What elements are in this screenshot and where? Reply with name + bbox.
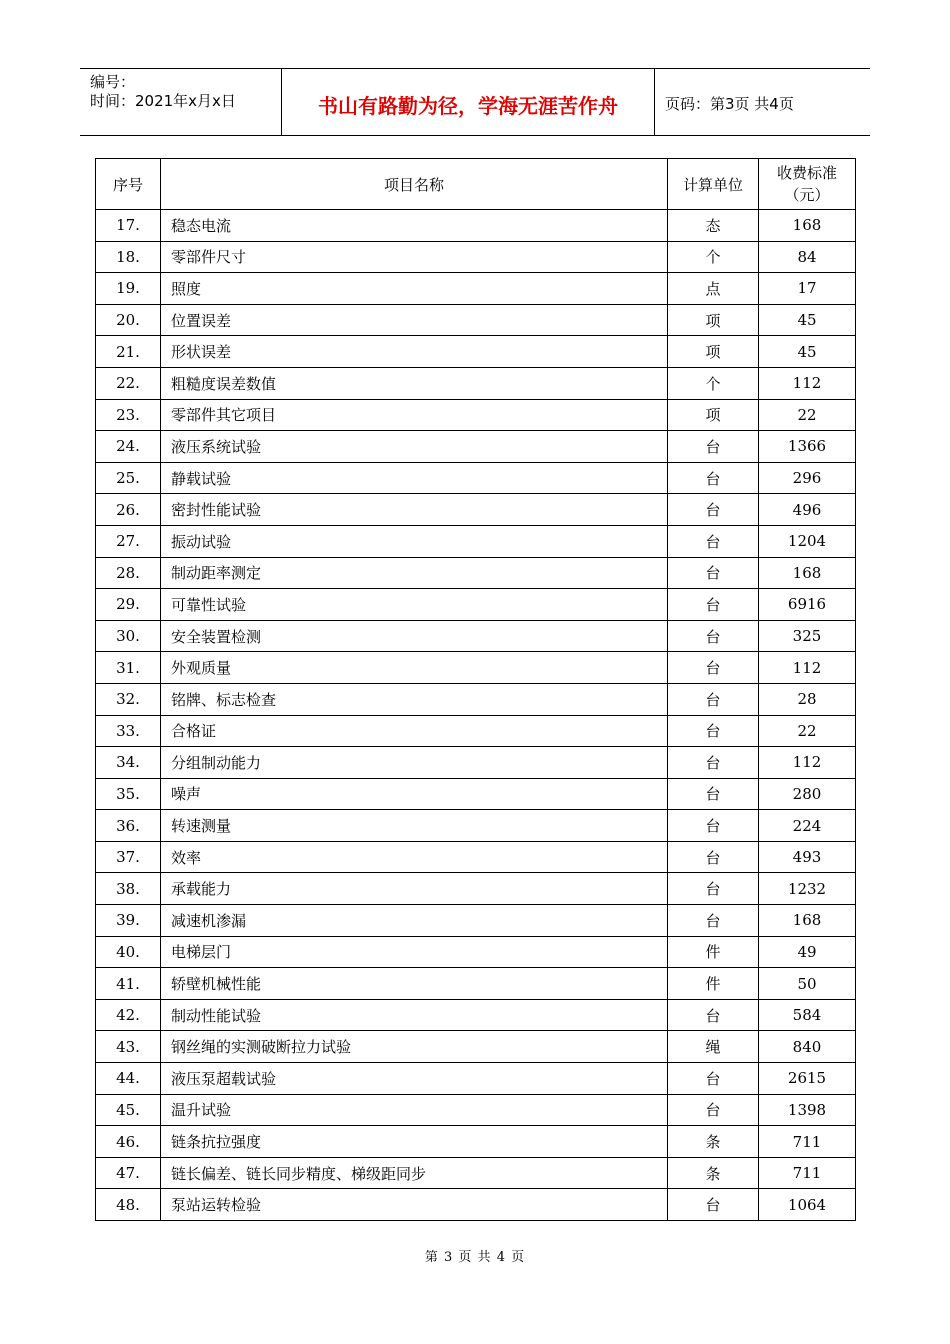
table-row <box>96 841 856 873</box>
row-fee: 493 <box>759 841 856 873</box>
row-item-name: 效率 <box>161 841 668 873</box>
row-unit: 台 <box>668 1189 759 1221</box>
table-row <box>96 557 856 589</box>
row-fee: 325 <box>759 620 856 652</box>
table-row <box>96 462 856 494</box>
row-fee: 28 <box>759 683 856 715</box>
row-item-name: 转速测量 <box>161 810 668 842</box>
row-unit: 台 <box>668 1094 759 1126</box>
table-row <box>96 620 856 652</box>
row-number: 25. <box>96 462 161 494</box>
fee-table <box>95 158 856 1221</box>
row-unit: 台 <box>668 747 759 779</box>
row-item-name: 减速机渗漏 <box>161 905 668 937</box>
row-fee: 2615 <box>759 1063 856 1095</box>
table-row <box>96 210 856 242</box>
table-row <box>96 747 856 779</box>
table-row <box>96 589 856 621</box>
col-header-number: 序号 <box>96 159 161 210</box>
table-row <box>96 905 856 937</box>
row-item-name: 链长偏差、链长同步精度、梯级距同步 <box>161 1157 668 1189</box>
row-number: 44. <box>96 1063 161 1095</box>
row-item-name: 轿壁机械性能 <box>161 968 668 1000</box>
header-meta <box>80 69 282 135</box>
row-fee: 280 <box>759 778 856 810</box>
row-item-name: 安全装置检测 <box>161 620 668 652</box>
table-row <box>96 399 856 431</box>
row-fee: 224 <box>759 810 856 842</box>
table-row <box>96 1094 856 1126</box>
row-item-name: 零部件其它项目 <box>161 399 668 431</box>
row-fee: 1232 <box>759 873 856 905</box>
table-row <box>96 810 856 842</box>
row-unit: 态 <box>668 210 759 242</box>
page-header <box>80 68 870 136</box>
row-number: 22. <box>96 367 161 399</box>
row-item-name: 液压系统试验 <box>161 431 668 463</box>
row-fee: 584 <box>759 999 856 1031</box>
row-number: 41. <box>96 968 161 1000</box>
row-number: 38. <box>96 873 161 905</box>
row-unit: 条 <box>668 1157 759 1189</box>
row-unit: 台 <box>668 905 759 937</box>
row-unit: 台 <box>668 494 759 526</box>
table-row <box>96 778 856 810</box>
row-fee: 112 <box>759 367 856 399</box>
row-item-name: 静载试验 <box>161 462 668 494</box>
header-motto: 书山有路勤为径，学海无涯苦作舟 <box>282 69 655 135</box>
row-number: 24. <box>96 431 161 463</box>
row-item-name: 铭牌、标志检查 <box>161 683 668 715</box>
row-item-name: 可靠性试验 <box>161 589 668 621</box>
table-row <box>96 273 856 305</box>
col-header-fee-line2: （元） <box>784 186 830 204</box>
row-unit: 台 <box>668 715 759 747</box>
row-number: 17. <box>96 210 161 242</box>
row-unit: 件 <box>668 936 759 968</box>
row-number: 30. <box>96 620 161 652</box>
row-item-name: 噪声 <box>161 778 668 810</box>
row-fee: 840 <box>759 1031 856 1063</box>
row-number: 27. <box>96 525 161 557</box>
row-item-name: 电梯层门 <box>161 936 668 968</box>
table-row <box>96 367 856 399</box>
row-unit: 个 <box>668 241 759 273</box>
row-item-name: 制动距率测定 <box>161 557 668 589</box>
row-unit: 台 <box>668 810 759 842</box>
table-row <box>96 1063 856 1095</box>
table-header-row <box>96 159 856 210</box>
row-unit: 绳 <box>668 1031 759 1063</box>
row-fee: 1398 <box>759 1094 856 1126</box>
row-unit: 台 <box>668 557 759 589</box>
row-fee: 49 <box>759 936 856 968</box>
row-fee: 296 <box>759 462 856 494</box>
row-fee: 168 <box>759 905 856 937</box>
number-label: 编号： <box>90 73 136 91</box>
table-row <box>96 968 856 1000</box>
row-unit: 台 <box>668 873 759 905</box>
row-number: 46. <box>96 1126 161 1158</box>
row-item-name: 密封性能试验 <box>161 494 668 526</box>
row-item-name: 温升试验 <box>161 1094 668 1126</box>
row-unit: 项 <box>668 336 759 368</box>
table-row <box>96 1157 856 1189</box>
col-header-fee-line1: 收费标准 <box>776 164 837 182</box>
row-unit: 台 <box>668 841 759 873</box>
header-page-info: 页码：第3页 共4页 <box>665 94 794 113</box>
row-number: 20. <box>96 304 161 336</box>
row-item-name: 制动性能试验 <box>161 999 668 1031</box>
row-item-name: 分组制动能力 <box>161 747 668 779</box>
row-item-name: 照度 <box>161 273 668 305</box>
table-row <box>96 652 856 684</box>
row-number: 39. <box>96 905 161 937</box>
row-number: 37. <box>96 841 161 873</box>
row-fee: 22 <box>759 715 856 747</box>
table-row <box>96 936 856 968</box>
row-fee: 112 <box>759 747 856 779</box>
row-unit: 台 <box>668 525 759 557</box>
row-number: 19. <box>96 273 161 305</box>
row-number: 45. <box>96 1094 161 1126</box>
page-footer: 第 3 页 共 4 页 <box>424 1250 526 1265</box>
row-fee: 45 <box>759 336 856 368</box>
row-fee: 1204 <box>759 525 856 557</box>
row-item-name: 形状误差 <box>161 336 668 368</box>
row-item-name: 外观质量 <box>161 652 668 684</box>
table-row <box>96 304 856 336</box>
table-body <box>96 210 856 1221</box>
row-item-name: 液压泵超载试验 <box>161 1063 668 1095</box>
row-number: 36. <box>96 810 161 842</box>
table-row <box>96 494 856 526</box>
row-item-name: 位置误差 <box>161 304 668 336</box>
row-number: 32. <box>96 683 161 715</box>
row-item-name: 零部件尺寸 <box>161 241 668 273</box>
row-fee: 496 <box>759 494 856 526</box>
row-fee: 6916 <box>759 589 856 621</box>
row-number: 34. <box>96 747 161 779</box>
row-number: 18. <box>96 241 161 273</box>
table-row <box>96 241 856 273</box>
row-unit: 台 <box>668 778 759 810</box>
table-row <box>96 999 856 1031</box>
row-number: 29. <box>96 589 161 621</box>
table-row <box>96 525 856 557</box>
table-row <box>96 683 856 715</box>
row-unit: 点 <box>668 273 759 305</box>
row-item-name: 振动试验 <box>161 525 668 557</box>
table-row <box>96 715 856 747</box>
row-fee: 112 <box>759 652 856 684</box>
row-item-name: 粗糙度误差数值 <box>161 367 668 399</box>
row-number: 31. <box>96 652 161 684</box>
row-fee: 1064 <box>759 1189 856 1221</box>
row-fee: 168 <box>759 557 856 589</box>
row-fee: 711 <box>759 1126 856 1158</box>
table-row <box>96 336 856 368</box>
col-header-fee <box>759 159 856 210</box>
row-number: 40. <box>96 936 161 968</box>
row-number: 48. <box>96 1189 161 1221</box>
table-row <box>96 1189 856 1221</box>
row-unit: 项 <box>668 304 759 336</box>
row-fee: 50 <box>759 968 856 1000</box>
row-fee: 17 <box>759 273 856 305</box>
row-unit: 台 <box>668 431 759 463</box>
row-unit: 条 <box>668 1126 759 1158</box>
row-number: 21. <box>96 336 161 368</box>
row-unit: 台 <box>668 999 759 1031</box>
row-unit: 台 <box>668 462 759 494</box>
row-unit: 台 <box>668 589 759 621</box>
table-row <box>96 1031 856 1063</box>
row-fee: 711 <box>759 1157 856 1189</box>
row-unit: 台 <box>668 652 759 684</box>
table-row <box>96 1126 856 1158</box>
row-item-name: 合格证 <box>161 715 668 747</box>
row-item-name: 链条抗拉强度 <box>161 1126 668 1158</box>
row-item-name: 泵站运转检验 <box>161 1189 668 1221</box>
row-fee: 168 <box>759 210 856 242</box>
row-fee: 84 <box>759 241 856 273</box>
row-item-name: 钢丝绳的实测破断拉力试验 <box>161 1031 668 1063</box>
col-header-unit: 计算单位 <box>668 159 759 210</box>
row-number: 26. <box>96 494 161 526</box>
row-number: 47. <box>96 1157 161 1189</box>
row-fee: 45 <box>759 304 856 336</box>
col-header-item-name: 项目名称 <box>161 159 668 210</box>
row-unit: 个 <box>668 367 759 399</box>
row-number: 35. <box>96 778 161 810</box>
row-item-name: 稳态电流 <box>161 210 668 242</box>
table-row <box>96 431 856 463</box>
row-number: 28. <box>96 557 161 589</box>
row-unit: 台 <box>668 1063 759 1095</box>
time-label: 时间：2021年x月x日 <box>90 92 236 110</box>
row-number: 42. <box>96 999 161 1031</box>
row-unit: 台 <box>668 683 759 715</box>
row-unit: 件 <box>668 968 759 1000</box>
row-fee: 1366 <box>759 431 856 463</box>
row-number: 43. <box>96 1031 161 1063</box>
row-number: 23. <box>96 399 161 431</box>
row-fee: 22 <box>759 399 856 431</box>
table-row <box>96 873 856 905</box>
row-unit: 项 <box>668 399 759 431</box>
row-unit: 台 <box>668 620 759 652</box>
row-item-name: 承载能力 <box>161 873 668 905</box>
row-number: 33. <box>96 715 161 747</box>
